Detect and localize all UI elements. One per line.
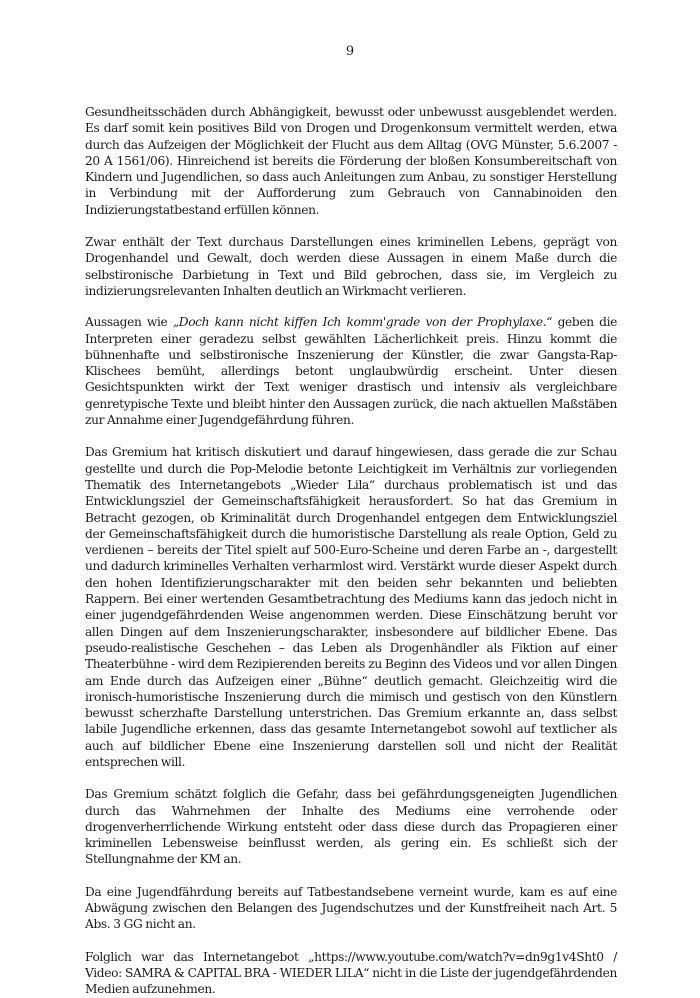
paragraph-art-freedom: Da eine Jugendfährdung bereits auf Tatbestandsebene verneint wurde, kam es auf eine Abwägung zwischen den Belangen des Jugendschutzes und der Kunstfreiheit nach Art. 5 Abs. 3 GG nicht an. <box>85 884 617 932</box>
page-number: 9 <box>345 44 355 59</box>
paragraph-conclusion: Folglich war das Internetangebot „https://www.youtube.com/watch?v=dn9g1v4Sht0 / Video: SAMRA & CAPITAL BRA - WIEDER LILA“ nicht in die Liste der jugendgefährdenden Medien aufzunehmen. <box>85 949 617 997</box>
paragraph-quoted-statements-rest: geben die Interpreten einer geradezu selbst gewählten Lächerlichkeit preis. Hinzu kommt die bühnenhafte und selbstironische Inszenierung der Künstler, die zwar Gangsta-Rap-Klischees bemüht, allerdings betont unglaubwürdig erscheint. Unter diesen Gesichtspunkten wirkt der Text weniger drastisch und intensiv als vergleichbare genretypische Texte und bleibt hinter den Aussagen zurück, die nach aktuellen Maßstäben zur Annahme einer Jugendgefährdung führen. <box>85 315 617 428</box>
paragraph-risk-assessment: Das Gremium schätzt folglich die Gefahr, dass bei gefährdungsgeneigten Jugendlichen durch das Wahrnehmen der Inhalte des Mediums eine verrohende oder drogenverherrlichende Wirkung entsteht oder dass diese durch das Propagieren einer kriminellen Lebensweise beinflusst werden, als gering ein. Es schließt sich der Stellungnahme der KM an. <box>85 787 617 867</box>
document-body <box>85 104 617 998</box>
paragraph-quoted-statements <box>85 314 617 428</box>
lyrics-quote: „Doch kann nicht kiffen Ich komm'grade von der Prophylaxe.“ <box>172 315 553 330</box>
paragraph-criminal-life: Zwar enthält der Text durchaus Darstellungen eines kriminellen Lebens, geprägt von Drogenhandel und Gewalt, doch werden diese Aussagen in einem Maße durch die selbstironische Darbietung in Text und Bild gebrochen, dass sie, im Vergleich zu indizierungsrelevanten Inhalten deutlich an Wirkmacht verlieren. <box>85 235 617 298</box>
paragraph-committee-discussion: Das Gremium hat kritisch diskutiert und darauf hingewiesen, dass gerade die zur Schau gestellte und durch die Pop-Melodie betonte Leichtigkeit im Verhältnis zur vorliegenden Thematik des Internetangebots „Wieder Lila“ durchaus problematisch ist und das Entwicklungsziel der Gemeinschaftsfähigkeit herausfordert. So hat das Gremium in Betracht gezogen, ob Kriminalität durch Drogenhandel entgegen dem Entwicklungsziel der Gemeinschaftsfähigkeit durch die humoristische Darstellung als reale Option, Geld zu verdienen – bereits der Titel spielt auf 500-Euro-Scheine und deren Farbe an -, dargestellt und dadurch kriminelles Verhalten verharmlost wird. Verstärkt wurde dieser Aspekt durch den hohen Identifizierungscharakter mit den beiden sehr bekannten und beliebten Rappern. Bei einer wertenden Gesamtbetrachtung des Mediums kann das jedoch nicht in einer jugendgefährdenden Weise angenommen werden. Diese Einschätzung beruht vor allen Dingen auf dem Inszenierungscharakter, insbesondere auf bildlicher Ebene. Das pseudo-realistische Geschehen – das Leben als Drogenhändler als Fiktion auf einer Theaterbühne - wird dem Rezipierenden bereits zu Beginn des Videos und vor allen Dingen am Ende durch das Aufzeigen einer „Bühne“ deutlich gemacht. Gleichzeitig wird die ironisch-humoristische Inszenierung durch die mimisch und gestisch von den Künstlern bewusst scherzhafte Darstellung unterstrichen. Das Gremium erkannte an, dass selbst labile Jugendliche erkennen, dass das gesamte Internetangebot sowohl auf textlicher als auch auf bildlicher Ebene eine Inszenierung darstellen soll und nicht der Realität entsprechen will. <box>85 445 617 769</box>
paragraph-quoted-statements-intro: Aussagen wie <box>85 315 173 330</box>
paragraph-health-damage: Gesundheitsschäden durch Abhängigkeit, bewusst oder unbewusst ausgeblendet werden. Es darf somit kein positives Bild von Drogen und Drogenkonsum vermittelt werden, etwa durch das Aufzeigen der Möglichkeit der Flucht aus dem Alltag (OVG Münster, 5.6.2007 - 20 A 1561/06). Hinreichend ist bereits die Förderung der bloßen Konsumbereitschaft von Kindern und Jugendlichen, so dass auch Anleitungen zum Anbau, zu sonstiger Herstellung in Verbindung mit der Aufforderung zum Gebrauch von Cannabinoiden den Indizierungstatbestand erfüllen können. <box>85 105 617 217</box>
